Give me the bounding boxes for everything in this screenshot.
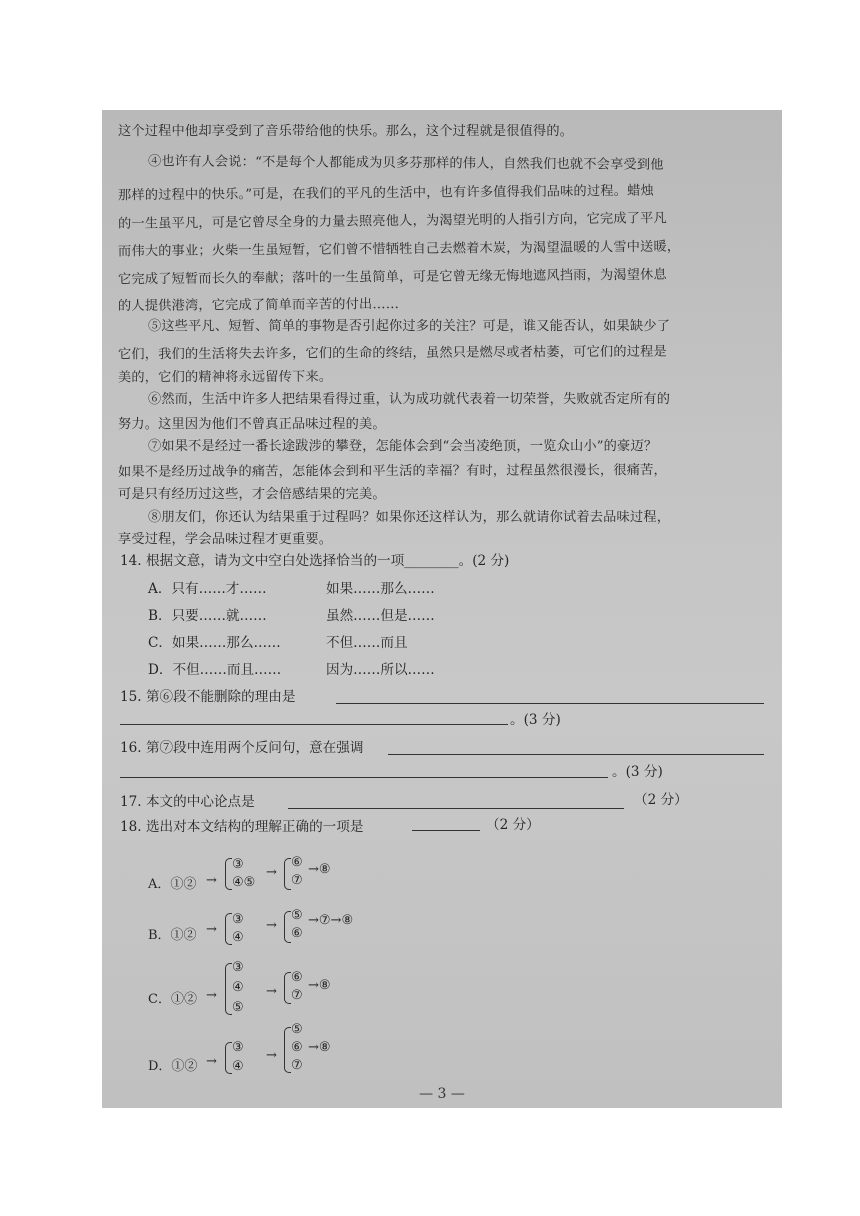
option-label: C．①② bbox=[148, 992, 197, 1007]
arrow: → bbox=[266, 984, 277, 999]
answer-line[interactable] bbox=[288, 808, 624, 809]
question-17: 17. 本文的中心论点是 bbox=[120, 794, 255, 810]
group-item: ④⑤ bbox=[232, 875, 256, 890]
arrow: → bbox=[266, 918, 277, 933]
page-number: — 3 — bbox=[419, 1086, 465, 1102]
option-label: B．①② bbox=[148, 928, 197, 943]
group-item: ④ bbox=[232, 930, 244, 945]
group-item: ⑤ bbox=[232, 1000, 244, 1015]
group-item: ③ bbox=[232, 1040, 244, 1055]
answer-line[interactable] bbox=[412, 830, 480, 831]
group-item: ⑤ bbox=[291, 908, 303, 923]
question-15: 15. 第⑥段不能删除的理由是 bbox=[120, 689, 296, 705]
group-item: ④ bbox=[232, 980, 244, 995]
group-item: ⑤ bbox=[291, 1022, 303, 1037]
answer-line[interactable] bbox=[336, 703, 764, 704]
group-item: ⑥ bbox=[291, 926, 303, 941]
passage-line: 的人提供港湾，它完成了简单而辛苦的付出…… bbox=[117, 297, 400, 314]
arrow: → bbox=[266, 865, 277, 880]
arrow: → bbox=[206, 988, 217, 1003]
answer-line[interactable] bbox=[120, 724, 508, 725]
q14-option-c: C．如果……那么…… 不但……而且 bbox=[148, 635, 408, 651]
passage-line: 它们，我们的生活将失去许多，它们的生命的终结，虽然只是燃尽或者枯萎，可它们的过程是 bbox=[117, 344, 667, 363]
group-item: ③ bbox=[232, 857, 244, 872]
arrow: → bbox=[266, 1048, 277, 1063]
answer-line[interactable] bbox=[388, 754, 764, 755]
passage-line: 而伟大的事业；火柴一生虽短暂，它们曾不惜牺牲自己去燃着木炭，为渴望温暖的人雪中送暖， bbox=[117, 239, 681, 260]
option-label: D．①② bbox=[148, 1059, 198, 1074]
group-item: ⑦ bbox=[291, 988, 303, 1003]
group-item: ⑥ bbox=[291, 855, 303, 870]
brace bbox=[225, 913, 232, 945]
end-sequence: →⑧ bbox=[308, 1040, 331, 1055]
question-15-points: 。(3 分) bbox=[510, 712, 561, 728]
group-item: ④ bbox=[232, 1059, 244, 1074]
group-item: ③ bbox=[232, 912, 244, 927]
end-sequence: →⑦→⑧ bbox=[308, 913, 354, 928]
passage-line: ⑤这些平凡、短暂、简单的事物是否引起你过多的关注？可是，谁又能否认，如果缺少了 bbox=[148, 319, 671, 334]
q14-option-a: A．只有……才…… 如果……那么…… bbox=[148, 581, 435, 597]
passage-line: ⑧朋友们，你还认为结果重于过程吗？如果你还这样认为，那么就请你试着去品味过程， bbox=[148, 510, 671, 525]
q14-option-d: D．不但……而且…… 因为……所以…… bbox=[148, 662, 435, 678]
passage-line: ⑥然而，生活中许多人把结果看得过重，认为成功就代表着一切荣誉，失败就否定所有的 bbox=[148, 392, 671, 407]
answer-line[interactable] bbox=[120, 777, 608, 778]
question-16: 16. 第⑦段中连用两个反问句，意在强调 bbox=[120, 740, 364, 756]
passage-line: 努力。这里因为他们不曾真正品味过程的美。 bbox=[118, 417, 386, 432]
passage-line: 那样的过程中的快乐。”可是，在我们的平凡的生活中，也有许多值得我们品味的过程。蜡烛 bbox=[117, 183, 654, 204]
passage-line: 的一生虽平凡，可是它曾尽全身的力量去照亮他人，为渴望光明的人指引方向，它完成了平凡 bbox=[117, 211, 667, 232]
passage-line: 如果不是经历过战争的痛苦，怎能体会到和平生活的幸福？有时，过程虽然很漫长，很痛苦， bbox=[117, 463, 667, 480]
brace bbox=[284, 858, 291, 890]
brace bbox=[284, 972, 291, 1004]
brace bbox=[225, 858, 232, 890]
group-item: ⑥ bbox=[291, 970, 303, 985]
question-18-points: （2 分） bbox=[486, 817, 540, 833]
option-label: A．①② bbox=[148, 877, 197, 892]
passage-line: 这个过程中他却享受到了音乐带给他的快乐。那么，这个过程就是很值得的。 bbox=[118, 124, 574, 139]
end-sequence: →⑧ bbox=[308, 862, 331, 877]
passage-line: 可是只有经历过这些，才会倍感结果的完美。 bbox=[118, 487, 386, 502]
group-item: ③ bbox=[232, 960, 244, 975]
brace bbox=[225, 963, 232, 1015]
arrow: → bbox=[206, 1054, 217, 1069]
arrow: → bbox=[206, 873, 217, 888]
question-16-points: 。(3 分) bbox=[612, 764, 663, 780]
question-18: 18. 选出对本文结构的理解正确的一项是 bbox=[120, 819, 364, 835]
question-17-points: （2 分） bbox=[634, 792, 688, 808]
exam-page bbox=[102, 110, 782, 1108]
brace bbox=[284, 911, 291, 943]
question-14: 14. 根据文意，请为文中空白处选择恰当的一项________。(2 分) bbox=[120, 553, 510, 569]
group-item: ⑦ bbox=[291, 1058, 303, 1073]
arrow: → bbox=[206, 922, 217, 937]
group-item: ⑦ bbox=[291, 873, 303, 888]
passage-line: ④也许有人会说：“不是每个人都能成为贝多芬那样的伟人，自然我们也就不会享受到他 bbox=[147, 154, 664, 173]
passage-line: ⑦如果不是经过一番长途跋涉的攀登，怎能体会到“会当凌绝顶，一览众山小”的豪迈？ bbox=[148, 439, 658, 454]
passage-line: 美的，它们的精神将永远留传下来。 bbox=[117, 369, 333, 386]
q14-option-b: B．只要……就…… 虽然……但是…… bbox=[148, 608, 435, 624]
brace bbox=[225, 1042, 232, 1074]
brace bbox=[284, 1027, 291, 1073]
passage-line: 享受过程，学会品味过程才更重要。 bbox=[118, 532, 333, 547]
passage-line: 它完成了短暂而长久的奉献；落叶的一生虽简单，可是它曾无缘无悔地遮风挡雨，为渴望休息 bbox=[117, 267, 667, 288]
end-sequence: →⑧ bbox=[308, 978, 331, 993]
group-item: ⑥ bbox=[291, 1040, 303, 1055]
